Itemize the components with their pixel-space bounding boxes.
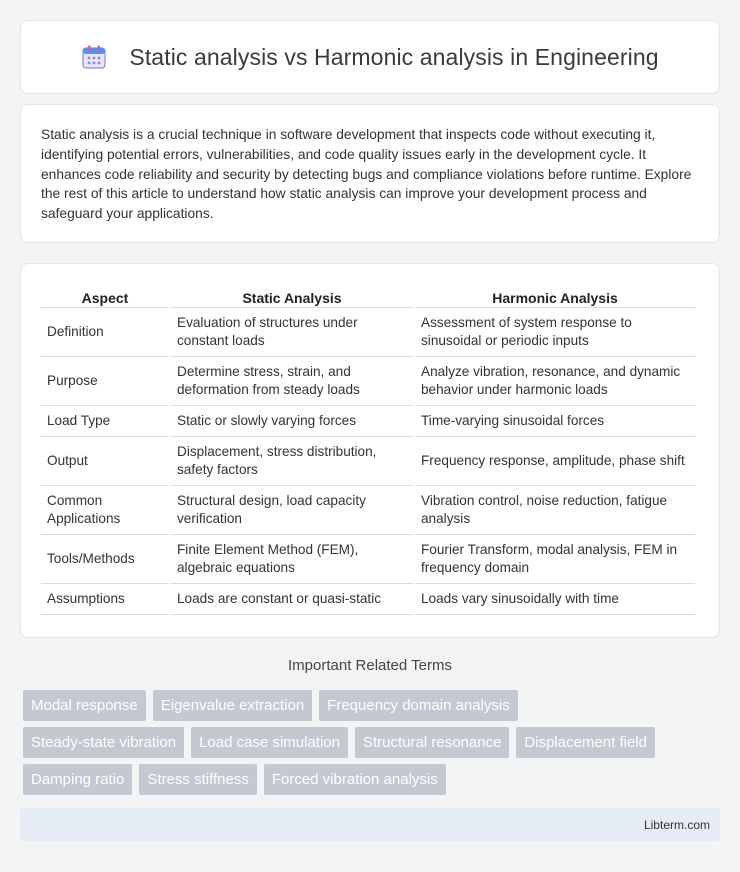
intro-card <box>20 104 720 243</box>
tag-structural-resonance[interactable]: Structural resonance <box>355 727 509 758</box>
related-terms-tags <box>23 690 723 801</box>
cell-static: Loads are constant or quasi-static <box>171 584 413 615</box>
cell-harmonic: Analyze vibration, resonance, and dynamic behavior under harmonic loads <box>415 357 695 406</box>
tag-displacement-field[interactable]: Displacement field <box>516 727 655 758</box>
table-row <box>41 486 695 535</box>
cell-static: Static or slowly varying forces <box>171 406 413 437</box>
header-card <box>20 20 720 94</box>
cell-static: Structural design, load capacity verification <box>171 486 413 535</box>
cell-aspect: Output <box>41 437 169 486</box>
cell-aspect: Purpose <box>41 357 169 406</box>
cell-aspect: Assumptions <box>41 584 169 615</box>
cell-aspect: Load Type <box>41 406 169 437</box>
tag-stress-stiffness[interactable]: Stress stiffness <box>139 764 256 795</box>
tag-row <box>23 764 723 795</box>
table-row <box>41 584 695 615</box>
page-title: Static analysis vs Harmonic analysis in Engineering <box>129 43 659 70</box>
cell-aspect: Definition <box>41 308 169 357</box>
intro-text: Static analysis is a crucial technique in software development that inspects code without executing it, identifying potential errors, vulnerabilities, and code quality issues early in the development cycle. It enhances code reliability and security by detecting bugs and compliance violations before runtime. Explore the rest of this article to understand how static analysis can improve your development process and safeguard your applications. <box>41 127 692 222</box>
comparison-table-card <box>20 263 720 638</box>
table-header-row <box>41 286 695 308</box>
cell-static: Determine stress, strain, and deformation from steady loads <box>171 357 413 406</box>
footer <box>20 808 720 841</box>
tag-row <box>23 727 723 758</box>
tag-damping-ratio[interactable]: Damping ratio <box>23 764 132 795</box>
tag-steady-state-vibration[interactable]: Steady-state vibration <box>23 727 184 758</box>
cell-static: Displacement, stress distribution, safety factors <box>171 437 413 486</box>
table-row <box>41 357 695 406</box>
tag-eigenvalue-extraction[interactable]: Eigenvalue extraction <box>153 690 312 721</box>
table-row <box>41 406 695 437</box>
table-row <box>41 437 695 486</box>
tag-row <box>23 690 723 721</box>
header-harmonic-analysis: Harmonic Analysis <box>415 286 695 308</box>
tag-modal-response[interactable]: Modal response <box>23 690 146 721</box>
table-row <box>41 308 695 357</box>
tag-load-case-simulation[interactable]: Load case simulation <box>191 727 348 758</box>
cell-harmonic: Time-varying sinusoidal forces <box>415 406 695 437</box>
cell-static: Finite Element Method (FEM), algebraic equations <box>171 535 413 584</box>
cell-harmonic: Fourier Transform, modal analysis, FEM in frequency domain <box>415 535 695 584</box>
related-terms-title: Important Related Terms <box>288 657 452 674</box>
header-static-analysis: Static Analysis <box>171 286 413 308</box>
footer-site-link[interactable]: Libterm.com <box>643 817 710 832</box>
header-aspect: Aspect <box>41 286 169 308</box>
cell-aspect: Common Applications <box>41 486 169 535</box>
cell-static: Evaluation of structures under constant loads <box>171 308 413 357</box>
cell-aspect: Tools/Methods <box>41 535 169 584</box>
tag-forced-vibration-analysis[interactable]: Forced vibration analysis <box>264 764 446 795</box>
cell-harmonic: Frequency response, amplitude, phase shift <box>415 437 695 486</box>
calendar-icon <box>81 44 107 70</box>
cell-harmonic: Loads vary sinusoidally with time <box>415 584 695 615</box>
cell-harmonic: Vibration control, noise reduction, fatigue analysis <box>415 486 695 535</box>
table-row <box>41 535 695 584</box>
tag-frequency-domain-analysis[interactable]: Frequency domain analysis <box>319 690 518 721</box>
cell-harmonic: Assessment of system response to sinusoidal or periodic inputs <box>415 308 695 357</box>
comparison-table <box>39 286 697 615</box>
